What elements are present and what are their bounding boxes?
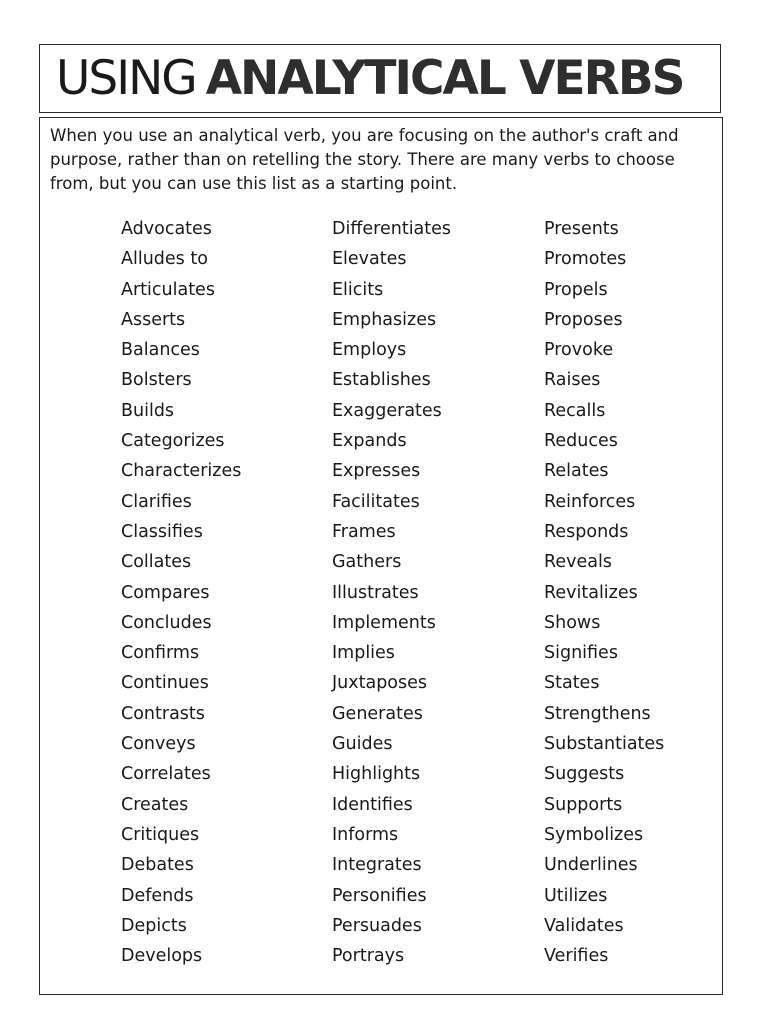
verb-item: Implies [332, 643, 395, 664]
verb-item: Collates [121, 552, 192, 573]
verb-item: Guides [332, 734, 393, 755]
verb-item: Raises [544, 370, 601, 391]
verb-item: Debates [121, 855, 194, 876]
verb-item: Utilizes [544, 885, 608, 906]
verb-item: Advocates [121, 219, 212, 239]
verb-item: Illustrates [332, 582, 419, 603]
verb-item: Confirms [121, 643, 200, 664]
verb-item: Propels [544, 279, 608, 300]
verb-item: Contrasts [121, 703, 205, 724]
verb-item: Classifies [121, 521, 203, 542]
verb-item: Responds [544, 521, 629, 542]
verb-item: Reduces [544, 431, 618, 452]
verb-item: Validates [544, 915, 624, 936]
verb-item: Balances [121, 340, 200, 361]
title-box [39, 44, 721, 113]
verb-item: Expands [332, 431, 407, 452]
verb-item: Shows [544, 612, 601, 633]
verb-item: Revitalizes [544, 582, 638, 603]
verb-item: Alludes to [121, 249, 208, 270]
verb-item: Signifies [544, 643, 618, 664]
verb-item: Implements [332, 612, 436, 633]
verb-item: Underlines [544, 855, 638, 876]
verb-item: Continues [121, 673, 209, 694]
verb-item: Compares [121, 582, 210, 603]
verb-item: Characterizes [121, 461, 242, 482]
verb-item: Gathers [332, 552, 402, 573]
verb-item: States [544, 673, 600, 694]
verb-column-1 [121, 214, 241, 971]
verb-item: Portrays [332, 946, 405, 967]
verb-item: Depicts [121, 915, 187, 936]
verb-item: Relates [544, 461, 609, 482]
verb-column-2 [332, 214, 451, 971]
title-using: USING [56, 51, 196, 106]
verb-item: Symbolizes [544, 824, 644, 845]
verb-item: Clarifies [121, 491, 192, 512]
verb-item: Categorizes [121, 431, 225, 452]
verb-item: Conveys [121, 734, 196, 755]
verb-item: Employs [332, 340, 407, 361]
verb-item: Emphasizes [332, 309, 437, 330]
verb-item: Strengthens [544, 703, 651, 724]
verb-item: Proposes [544, 309, 623, 330]
verb-item: Verifies [544, 946, 609, 967]
verb-item: Elicits [332, 279, 384, 300]
verb-item: Provoke [544, 340, 614, 361]
verb-item: Expresses [332, 461, 421, 482]
verb-item: Asserts [121, 309, 186, 330]
verb-item: Builds [121, 400, 175, 421]
verb-item: Exaggerates [332, 400, 442, 421]
verb-item: Generates [332, 703, 423, 724]
title-analytical-verbs: ANALYTICAL VERBS [205, 51, 684, 106]
verb-item: Develops [121, 946, 203, 967]
verb-item: Persuades [332, 915, 422, 936]
verb-item: Integrates [332, 855, 422, 876]
verb-item: Supports [544, 794, 623, 815]
verb-item: Bolsters [121, 370, 192, 391]
intro-paragraph: When you use an analytical verb, you are focusing on the author's craft and purpose, rather than on retelling the story. There are many verbs to choose from, but you can use this list as a starting point. [50, 126, 679, 193]
verb-item: Presents [544, 219, 619, 239]
verb-item: Highlights [332, 764, 421, 785]
verb-item: Concludes [121, 612, 212, 633]
verb-item: Correlates [121, 764, 211, 785]
verb-item: Informs [332, 824, 399, 845]
verb-item: Facilitates [332, 491, 420, 512]
verb-item: Frames [332, 521, 396, 542]
verb-item: Critiques [121, 824, 200, 845]
verb-item: Reinforces [544, 491, 636, 512]
verb-item: Defends [121, 885, 194, 906]
verb-item: Personifies [332, 885, 427, 906]
verb-item: Promotes [544, 249, 627, 270]
verb-item: Elevates [332, 249, 407, 270]
verb-column-3 [544, 214, 664, 971]
verb-item: Identifies [332, 794, 413, 815]
verb-item: Differentiates [332, 219, 452, 239]
verb-item: Articulates [121, 279, 215, 300]
verb-item: Suggests [544, 764, 625, 785]
verb-item: Reveals [544, 552, 612, 573]
verb-item: Creates [121, 794, 189, 815]
verb-item: Establishes [332, 370, 431, 391]
verb-item: Recalls [544, 400, 606, 421]
content-box [39, 117, 723, 995]
verb-item: Juxtaposes [332, 673, 428, 694]
verb-item: Substantiates [544, 734, 665, 755]
